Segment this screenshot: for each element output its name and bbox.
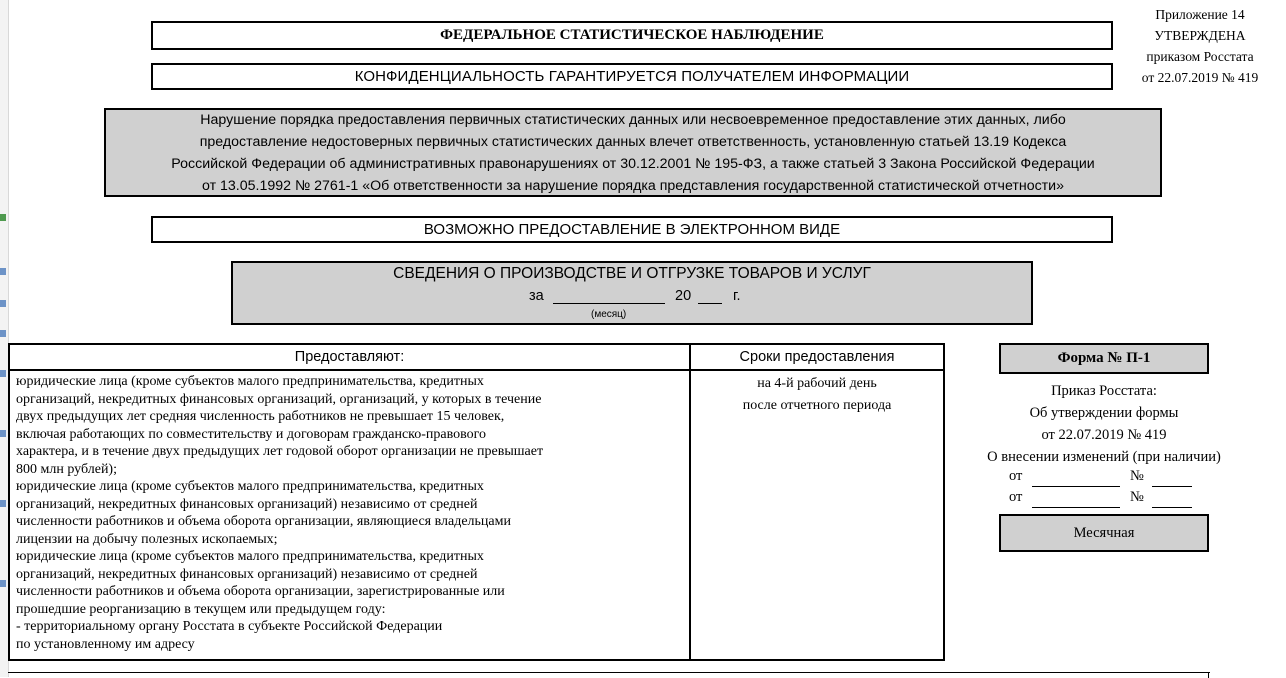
row-marker xyxy=(0,580,6,587)
approval-date: от 22.07.2019 № 419 xyxy=(1141,70,1259,85)
liability-warning xyxy=(104,108,1162,197)
row-marker xyxy=(0,300,6,307)
column-header-providers: Предоставляют: xyxy=(294,349,405,365)
providers-list: юридические лица (кроме субъектов малого предпринимательства, кредитных организаций, некредитных финансовых организаций, организаций, у которых в течение двух предыдущих лет средняя численность работников не превышает 15 человек, включая работающих по совместительству и договорам гражданско-правового характера, и в течение двух предыдущих лет годовой оборот организации не превышает 800 млн рублей); юридические лица (кроме субъектов малого предпринимательства, кредитных организаций, некредитных финансовых организаций) независимо от средней численности работников и объема оборота организации, являющиеся владельцами лицензии на добычу полезных ископаемых; юридические лица (кроме субъектов малого предпринимательства, кредитных организаций, некредитных финансовых организаций) независимо от средней численности работников и объема оборота организации, зарегистрированные или прошедшие реорганизацию в текущем или предыдущем году: - территориальному органу Росстата в субъекте Российской Федерации по установленному им адресу xyxy=(16,374,544,652)
change1-date-field[interactable] xyxy=(1032,486,1120,487)
order-subject: Об утверждении формы xyxy=(1029,405,1179,421)
changes-caption: О внесении изменений (при наличии) xyxy=(987,449,1221,465)
row-marker xyxy=(0,500,6,507)
row-marker xyxy=(0,430,6,437)
month-field[interactable] xyxy=(553,303,665,304)
order-block xyxy=(970,380,1238,468)
change1-number-field[interactable] xyxy=(1152,486,1192,487)
order-date: от 22.07.2019 № 419 xyxy=(1041,427,1167,443)
bottom-table-border xyxy=(8,672,1210,673)
month-caption: (месяц) xyxy=(591,309,627,320)
warning-line: Нарушение порядка предоставления первичных статистических данных или несвоевременное предоставление этих данных, либо xyxy=(200,111,1066,128)
column-header-deadline: Сроки предоставления xyxy=(739,349,895,365)
row-marker xyxy=(0,370,6,377)
change2-from-label: от xyxy=(1009,489,1023,505)
approval-block xyxy=(1130,4,1270,88)
change2-number-label: № xyxy=(1130,489,1144,505)
form-number: Форма № П-1 xyxy=(999,343,1209,374)
approval-appendix: Приложение 14 xyxy=(1155,7,1245,22)
approval-approved: УТВЕРЖДЕНА xyxy=(1154,28,1246,43)
periodicity-badge: Месячная xyxy=(999,514,1209,552)
confidentiality-header: КОНФИДЕНЦИАЛЬНОСТЬ ГАРАНТИРУЕТСЯ ПОЛУЧАТЕЛЕМ ИНФОРМАЦИИ xyxy=(151,63,1113,90)
year-suffix: г. xyxy=(733,288,741,304)
change1-from-label: от xyxy=(1009,468,1023,484)
change1-number-label: № xyxy=(1130,468,1144,484)
period-for-label: за xyxy=(529,288,544,304)
order-title: Приказ Росстата: xyxy=(1051,383,1157,399)
selection-marker xyxy=(0,214,6,221)
deadline-text: на 4-й рабочий день после отчетного периода xyxy=(742,376,892,413)
row-marker xyxy=(0,268,6,275)
change2-number-field[interactable] xyxy=(1152,507,1192,508)
bottom-table-corner xyxy=(1208,672,1209,678)
change2-date-field[interactable] xyxy=(1032,507,1120,508)
providers-table xyxy=(8,343,945,661)
warning-line: предоставление недостоверных первичных статистических данных влечет ответственность, установленную статьей 13.19 Кодекса xyxy=(199,133,1067,150)
warning-line: от 13.05.1992 № 2761-1 «Об ответственности за нарушение порядка представления государственной статистической отчетности» xyxy=(202,177,1064,194)
warning-line: Российской Федерации об административных правонарушениях от 30.12.2001 № 195-ФЗ, а также статьей 3 Закона Российской Федерации xyxy=(171,155,1095,172)
report-title-block xyxy=(231,261,1033,325)
electronic-submission-notice: ВОЗМОЖНО ПРЕДОСТАВЛЕНИЕ В ЭЛЕКТРОННОМ ВИДЕ xyxy=(151,216,1113,243)
federal-observation-header: ФЕДЕРАЛЬНОЕ СТАТИСТИЧЕСКОЕ НАБЛЮДЕНИЕ xyxy=(151,21,1113,50)
approval-order: приказом Росстата xyxy=(1146,49,1254,64)
row-marker xyxy=(0,330,6,337)
report-title: СВЕДЕНИЯ О ПРОИЗВОДСТВЕ И ОТГРУЗКЕ ТОВАРОВ И УСЛУГ xyxy=(393,265,871,282)
year-field[interactable] xyxy=(698,303,722,304)
year-prefix: 20 xyxy=(675,288,692,304)
header-divider xyxy=(10,369,943,371)
